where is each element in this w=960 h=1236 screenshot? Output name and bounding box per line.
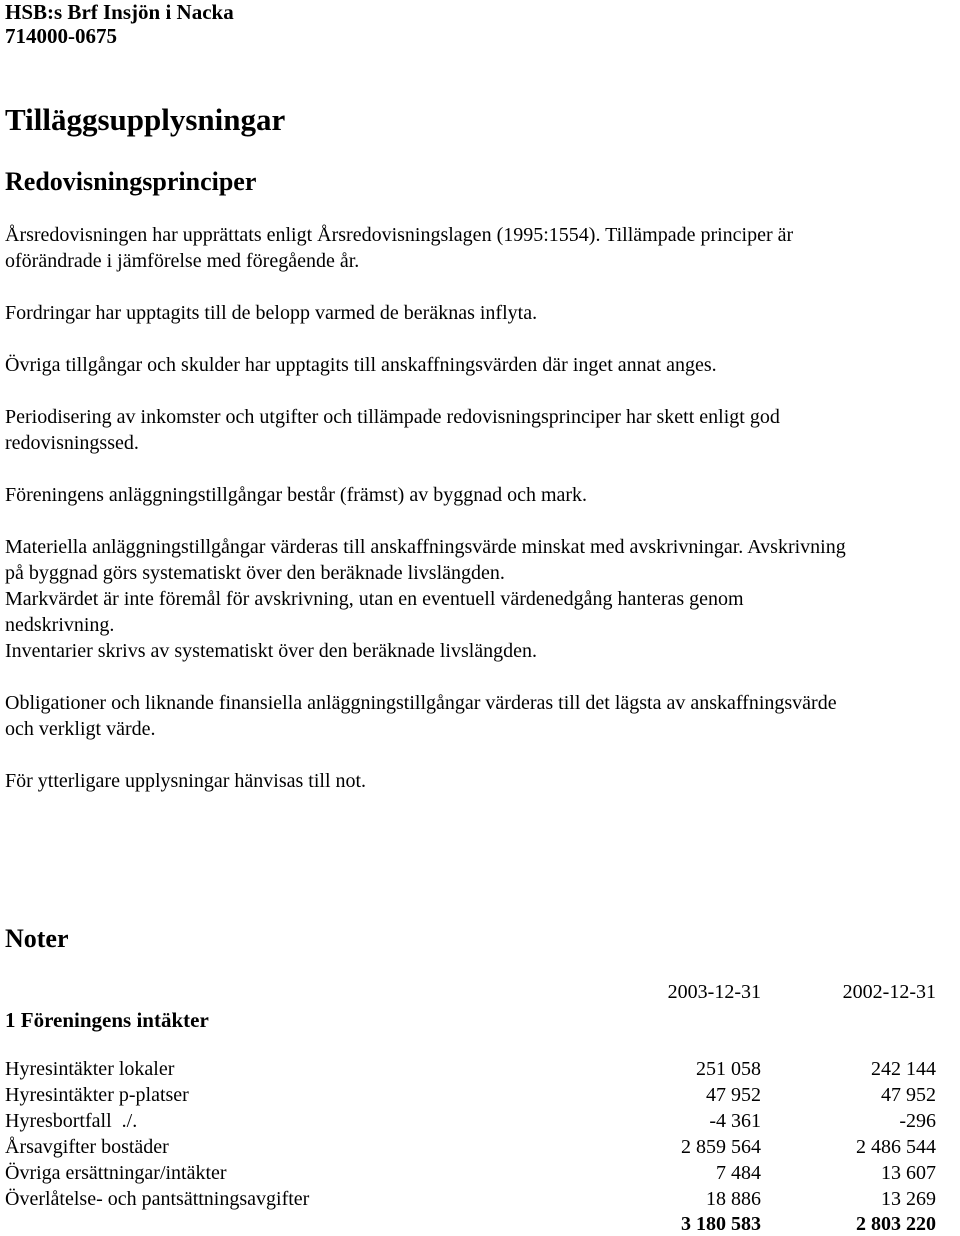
- table-row-label: Hyresintäkter lokaler: [5, 1058, 175, 1080]
- paragraph-line: nedskrivning.: [5, 614, 115, 636]
- table-row-label: Överlåtelse- och pantsättningsavgifter: [5, 1188, 310, 1210]
- table-cell-2003: 7 484: [716, 1162, 761, 1184]
- table-cell-2003: 47 952: [706, 1084, 761, 1106]
- section-heading-principles: Redovisningsprinciper: [5, 167, 257, 196]
- paragraph-line: redovisningssed.: [5, 432, 139, 454]
- paragraph-line: på byggnad görs systematiskt över den beräknade livslängden.: [5, 562, 505, 584]
- paragraph-line: Inventarier skrivs av systematiskt över den beräknade livslängden.: [5, 640, 538, 662]
- note-1-heading: 1 Föreningens intäkter: [5, 1008, 209, 1032]
- paragraph-line: oförändrade i jämförelse med föregående år.: [5, 250, 360, 272]
- paragraph-line: Obligationer och liknande finansiella anläggningstillgångar värderas till det lägsta av anskaffningsvärde: [5, 692, 837, 714]
- notes-title: Noter: [5, 924, 69, 953]
- table-cell-2002: 2 486 544: [856, 1136, 936, 1158]
- table-row-label: Hyresintäkter p-platser: [5, 1084, 189, 1106]
- table-cell-2002: 13 607: [881, 1162, 936, 1184]
- table-cell-2003: 18 886: [706, 1188, 761, 1210]
- paragraph-line: och verkligt värde.: [5, 718, 156, 740]
- table-row-label: Årsavgifter bostäder: [5, 1136, 169, 1158]
- table-cell-2002: -296: [899, 1110, 936, 1132]
- table-cell-2003: 251 058: [696, 1058, 761, 1080]
- paragraph-line: Materiella anläggningstillgångar värderas till anskaffningsvärde minskat med avskrivningar. Avskrivning: [5, 536, 846, 558]
- table-cell-2002: 47 952: [881, 1084, 936, 1106]
- table-cell-2003: 2 859 564: [681, 1136, 761, 1158]
- table-row-label: Övriga ersättningar/intäkter: [5, 1162, 227, 1184]
- table-total-2003: 3 180 583: [681, 1213, 761, 1235]
- paragraph-line: Markvärdet är inte föremål för avskrivning, utan en eventuell värdenedgång hanteras genom: [5, 588, 744, 610]
- table-row-label: Hyresbortfall ./.: [5, 1110, 138, 1132]
- table-cell-2003: -4 361: [709, 1110, 761, 1132]
- paragraph-line: Föreningens anläggningstillgångar består (främst) av byggnad och mark.: [5, 484, 588, 506]
- paragraph-line: Årsredovisningen har upprättats enligt Årsredovisningslagen (1995:1554). Tillämpade principer är: [5, 224, 794, 246]
- paragraph-line: För ytterligare upplysningar hänvisas till not.: [5, 770, 367, 792]
- organization-name: HSB:s Brf Insjön i Nacka: [5, 0, 234, 24]
- page-title: Tilläggsupplysningar: [5, 102, 286, 137]
- paragraph-line: Fordringar har upptagits till de belopp varmed de beräknas inflyta.: [5, 302, 538, 324]
- column-header-2002: 2002-12-31: [842, 981, 936, 1003]
- column-header-2003: 2003-12-31: [667, 981, 761, 1003]
- organization-number: 714000-0675: [5, 24, 117, 48]
- paragraph-line: Övriga tillgångar och skulder har upptagits till anskaffningsvärden där inget annat anges.: [5, 354, 717, 376]
- table-cell-2002: 242 144: [871, 1058, 936, 1080]
- paragraph-line: Periodisering av inkomster och utgifter och tillämpade redovisningsprinciper har skett enligt god: [5, 406, 780, 428]
- table-cell-2002: 13 269: [881, 1188, 936, 1210]
- table-total-2002: 2 803 220: [856, 1213, 936, 1235]
